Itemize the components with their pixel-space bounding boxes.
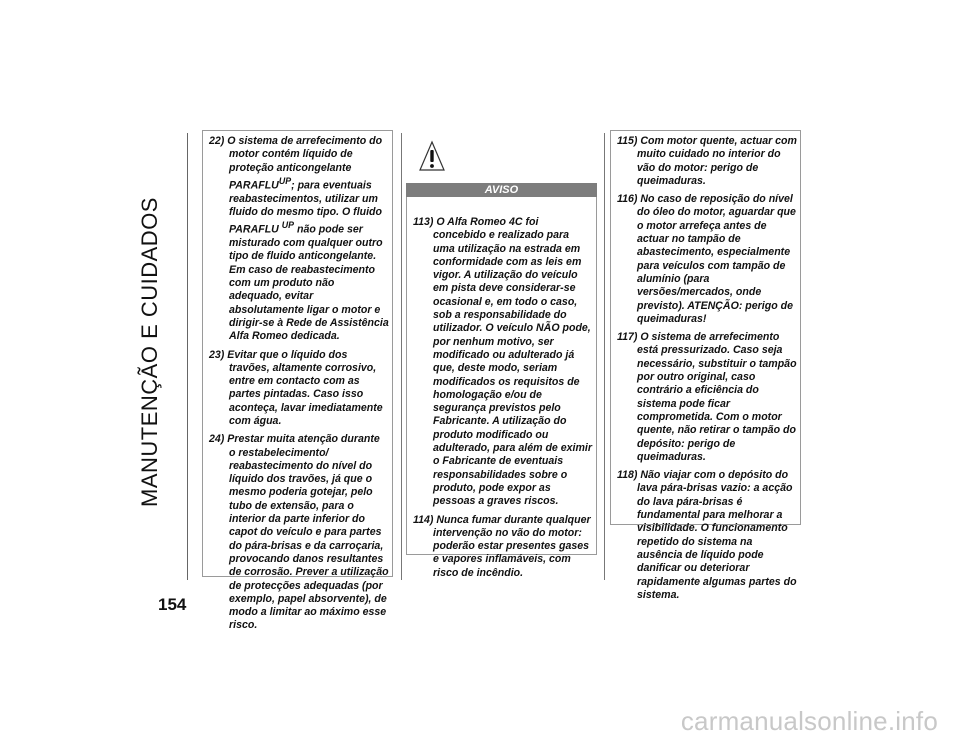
note-text: Evitar que o líquido dos travões, altamente corrosivo, entre em contacto com as partes pintadas. Caso isso aconteça, lavar imediatamente com água. bbox=[227, 348, 383, 427]
warning-box bbox=[406, 183, 597, 579]
notes-column-1 bbox=[202, 130, 393, 632]
note-text: Não viajar com o depósito do lava pára-brisas vazio: a acção do lava pára-brisas é fundamental para melhorar a visibilidade. O funcionamento repetido do sistema na ausência de líquido pode danificar ou deteriorar rapidamente algumas partes do sistema. bbox=[637, 469, 797, 601]
note-text: No caso de reposição do nível do óleo do motor, aguardar que o motor arrefeça antes de actuar no tampão de abastecimento, especialmente para veículos com tampão de alumínio (para versões/mercados, onde previsto). ATENÇÃO: perigo de queimaduras! bbox=[637, 193, 796, 325]
note-text: O sistema de arrefecimento está pressurizado. Caso seja necessário, substituir o tampão por outro original, caso contrário a eficiência do sistema pode ficar comprometida. Com o motor quente, não retirar o tampão do depósito: perigo de queimaduras. bbox=[637, 331, 797, 463]
note-item bbox=[617, 331, 797, 464]
note-item bbox=[209, 433, 389, 632]
note-item bbox=[617, 469, 797, 602]
note-superscript-2: UP bbox=[281, 220, 295, 231]
note-text: Nunca fumar durante qualquer intervenção no vão do motor: poderão estar presentes gases e vapores inflamáveis, com risco de incêndio. bbox=[433, 513, 591, 579]
page-number: 154 bbox=[158, 595, 187, 614]
watermark-text: carmanualsonline.info bbox=[680, 706, 938, 736]
note-number: 116) bbox=[617, 193, 638, 206]
note-number: 22) bbox=[209, 135, 225, 147]
note-number: 117) bbox=[617, 331, 638, 344]
note-item bbox=[209, 349, 389, 429]
section-rule bbox=[187, 133, 188, 580]
warning-header: AVISO bbox=[406, 183, 597, 197]
note-number: 23) bbox=[209, 348, 225, 361]
column-divider-1 bbox=[401, 133, 402, 580]
note-text: Com motor quente, actuar com muito cuidado no interior do vão do motor: perigo de queimaduras. bbox=[637, 135, 797, 187]
note-item bbox=[209, 135, 389, 344]
note-text: Prestar muita atenção durante o restabelecimento/ reabastecimento do nível do líquido dos travões, já que o mesmo poderia gotejar, pelo tubo de extensão, para o interior da parte inferior do capot do veículo e para partes do pára-brisas e da carroçaria, provocando danos resultantes de corrosão. Prever a utilização de protecções adequadas (por exemplo, papel absorvente), de modo a limitar ao máximo esse risco. bbox=[227, 433, 389, 632]
note-item bbox=[617, 135, 797, 188]
note-number: 24) bbox=[209, 433, 225, 446]
notes-column-3 bbox=[610, 130, 801, 601]
column-divider-2 bbox=[604, 133, 605, 580]
section-title-text: MANUTENÇÃO E CUIDADOS bbox=[137, 197, 162, 507]
note-text-tail: ; para eventuais reabastecimentos, utilizar um fluido do mesmo tipo. O fluido PARAFLU bbox=[229, 179, 383, 236]
note-text: O sistema de arrefecimento do motor contém líquido de proteção anticongelante PARAFLU bbox=[227, 135, 383, 192]
note-text: O Alfa Romeo 4C foi concebido e realizado para uma utilização na estrada em conformidade com as leis em vigor. A utilização do veículo em pista deve considerar-se ocasional e, em todo o caso, sob a responsabilidade do utilizador. O veículo NÃO pode, por nenhum motivo, ser modificado ou adulterado já que, deste modo, seriam modificados os requisitos de homologação e/ou de segurança previstos pelo Fabricante. A utilização do produto modificado ou adulterado, para além de eximir o Fabricante de eventuais responsabilidades sobre o produto, pode expor as pessoas a graves riscos. bbox=[433, 216, 592, 508]
warning-icon bbox=[419, 140, 445, 172]
note-number: 118) bbox=[617, 469, 638, 482]
note-text-tail-2: não pode ser misturado com qualquer outro tipo de fluido anticongelante. Em caso de reabastecimento com um produto não adequado, evitar absolutamente ligar o motor e dirigir-se à Rede de Assistência Alfa Romeo dedicada. bbox=[229, 223, 389, 343]
note-superscript: UP bbox=[278, 175, 292, 186]
note-number: 115) bbox=[617, 135, 638, 147]
note-number: 113) bbox=[413, 216, 434, 228]
note-item bbox=[617, 193, 797, 326]
note-item bbox=[413, 216, 593, 509]
note-number: 114) bbox=[413, 513, 434, 526]
note-item bbox=[413, 514, 593, 580]
